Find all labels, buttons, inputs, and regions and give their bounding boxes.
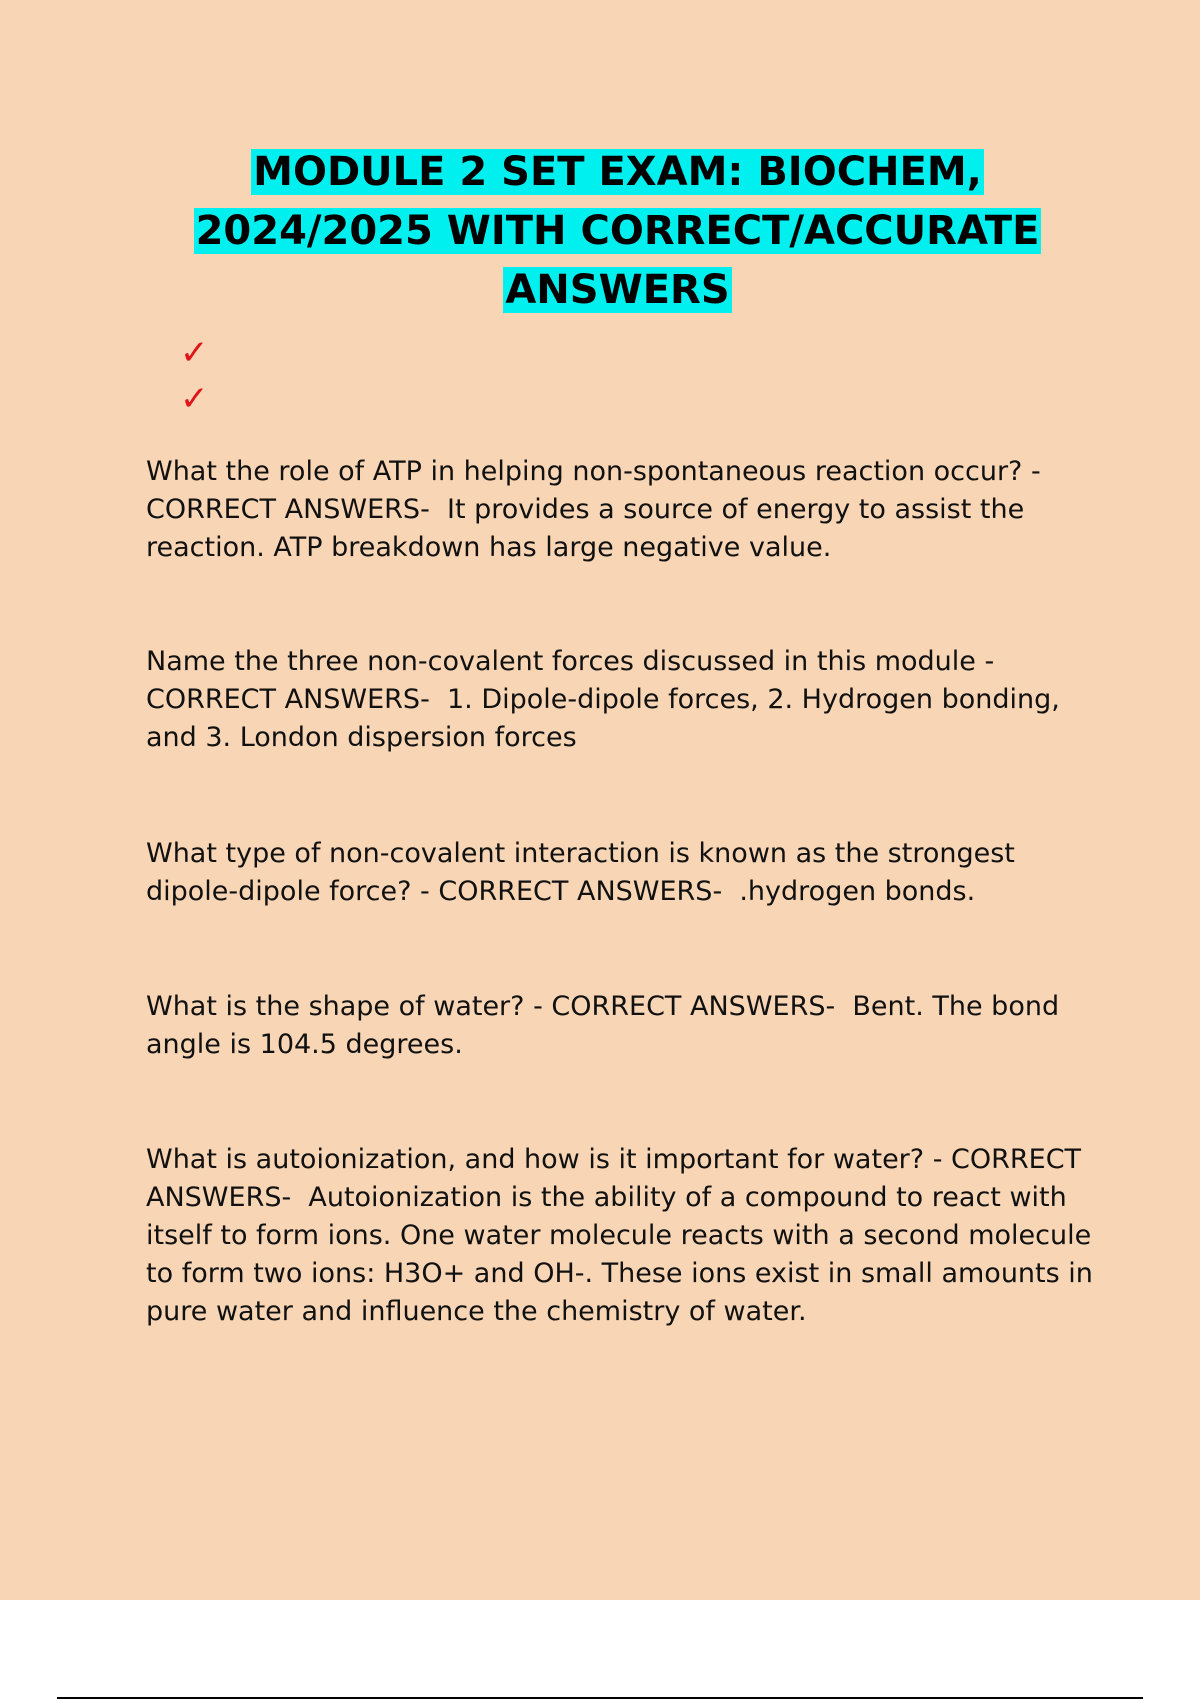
title-line-2: 2024/2025 WITH CORRECT/ACCURATE bbox=[195, 208, 1040, 254]
footer-divider bbox=[57, 1697, 1143, 1699]
qa-item-autoionization: What is autoionization, and how is it important for water? - CORRECT ANSWERS- Autoionization is the ability of a compound to react with itself to form ions. One water molecule reacts with a second molecule to form two ions: H3O+ and OH-. These ions exist in small amounts in pure water and influence the chemistry of water. bbox=[146, 1144, 1102, 1327]
qa-item-strongest-dipole: What type of non-covalent interaction is known as the strongest dipole-dipole force? - CORRECT ANSWERS- .hydrogen bonds. bbox=[146, 838, 1024, 907]
checkmark-icon: ✓ bbox=[180, 379, 209, 419]
checkmark-list bbox=[180, 330, 240, 422]
question-answer-list bbox=[146, 453, 1102, 1331]
qa-item-water-shape: What is the shape of water? - CORRECT ANSWERS- Bent. The bond angle is 104.5 degrees. bbox=[146, 991, 1068, 1060]
checkmark-icon: ✓ bbox=[180, 333, 209, 373]
title-line-1: MODULE 2 SET EXAM: BIOCHEM, bbox=[253, 149, 982, 195]
qa-item-atp-role: What the role of ATP in helping non-spontaneous reaction occur? - CORRECT ANSWERS- It provides a source of energy to assist the reaction. ATP breakdown has large negative value. bbox=[146, 456, 1050, 563]
qa-item-noncovalent-forces: Name the three non-covalent forces discussed in this module - CORRECT ANSWERS- 1. Dipole-dipole forces, 2. Hydrogen bonding, and 3. London dispersion forces bbox=[146, 646, 1069, 753]
title-line-3: ANSWERS bbox=[505, 267, 730, 313]
document-title bbox=[120, 143, 1115, 320]
